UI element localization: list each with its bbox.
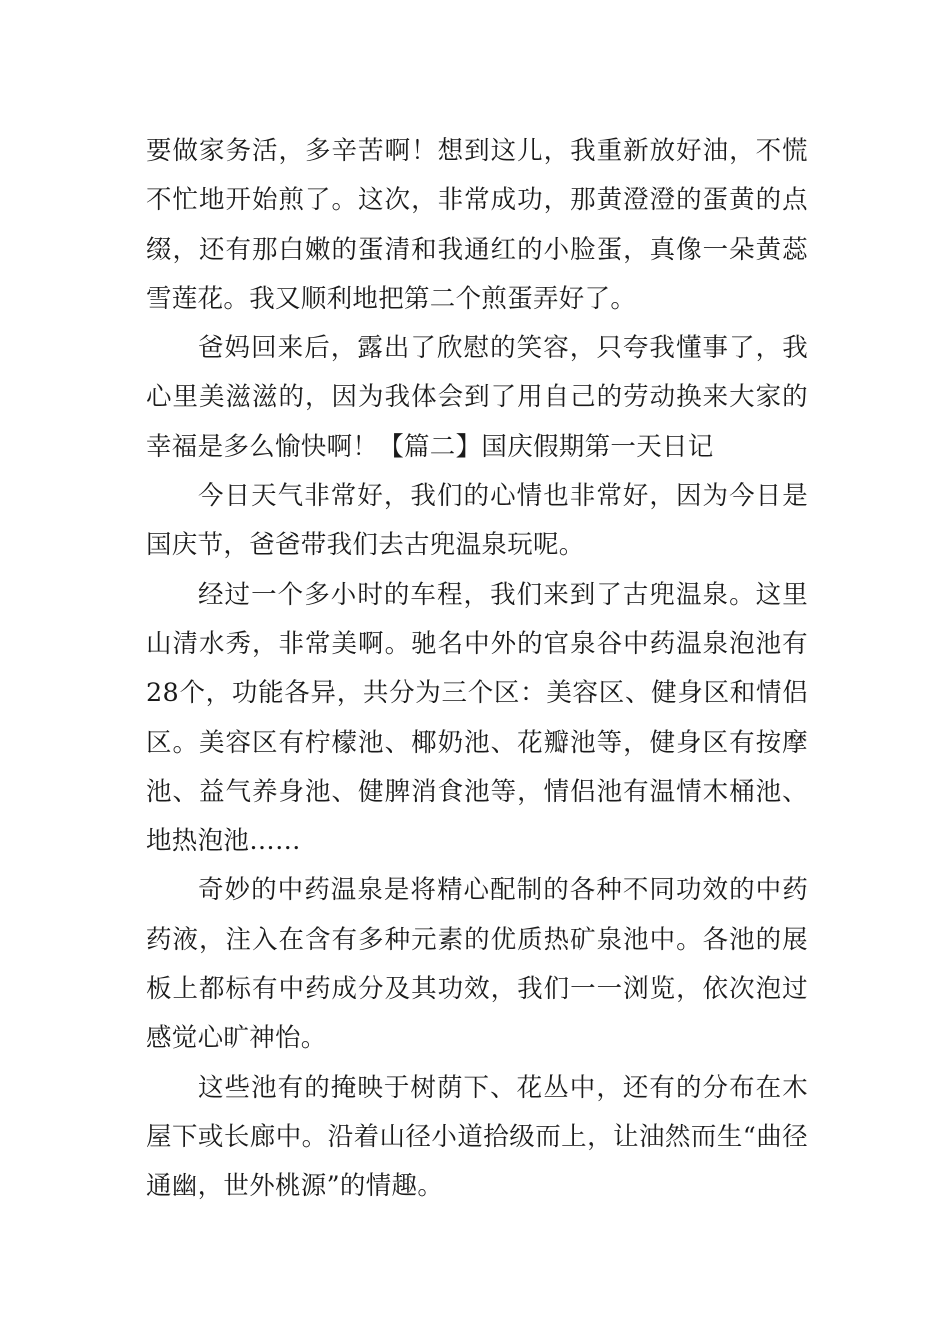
paragraph: 爸妈回来后，露出了欣慰的笑容，只夸我懂事了，我心里美滋滋的，因为我体会到了用自己的劳动换来大家的幸福是多么愉快啊！【篇二】国庆假期第一天日记: [146, 333, 808, 462]
paragraph: 这些池有的掩映于树荫下、花丛中，还有的分布在木屋下或长廊中。沿着山径小道拾级而上，让油然而生“曲径通幽，世外桃源”的情趣。: [146, 1072, 808, 1202]
paragraph-continued: 要做家务活，多辛苦啊！想到这儿，我重新放好油，不慌不忙地开始煎了。这次，非常成功，那黄澄澄的蛋黄的点缀，还有那白嫩的蛋清和我通红的小脸蛋，真像一朵黄蕊雪莲花。我又顺利地把第二个煎蛋弄好了。: [146, 136, 808, 314]
paragraph: 奇妙的中药温泉是将精心配制的各种不同功效的中药药液，注入在含有多种元素的优质热矿泉池中。各池的展板上都标有中药成分及其功效，我们一一浏览，依次泡过感觉心旷神怡。: [146, 875, 808, 1054]
paragraph: 今日天气非常好，我们的心情也非常好，因为今日是国庆节，爸爸带我们去古兜温泉玩呢。: [146, 481, 808, 561]
paragraph: 经过一个多小时的车程，我们来到了古兜温泉。这里山清水秀，非常美啊。驰名中外的官泉谷中药温泉泡池有28个，功能各异，共分为三个区：美容区、健身区和情侣区。美容区有柠檬池、椰奶池、花瓣池等，健身区有按摩池、益气养身池、健脾消食池等，情侣池有温情木桶池、地热泡池……: [146, 579, 808, 857]
document-body: [146, 127, 808, 1212]
